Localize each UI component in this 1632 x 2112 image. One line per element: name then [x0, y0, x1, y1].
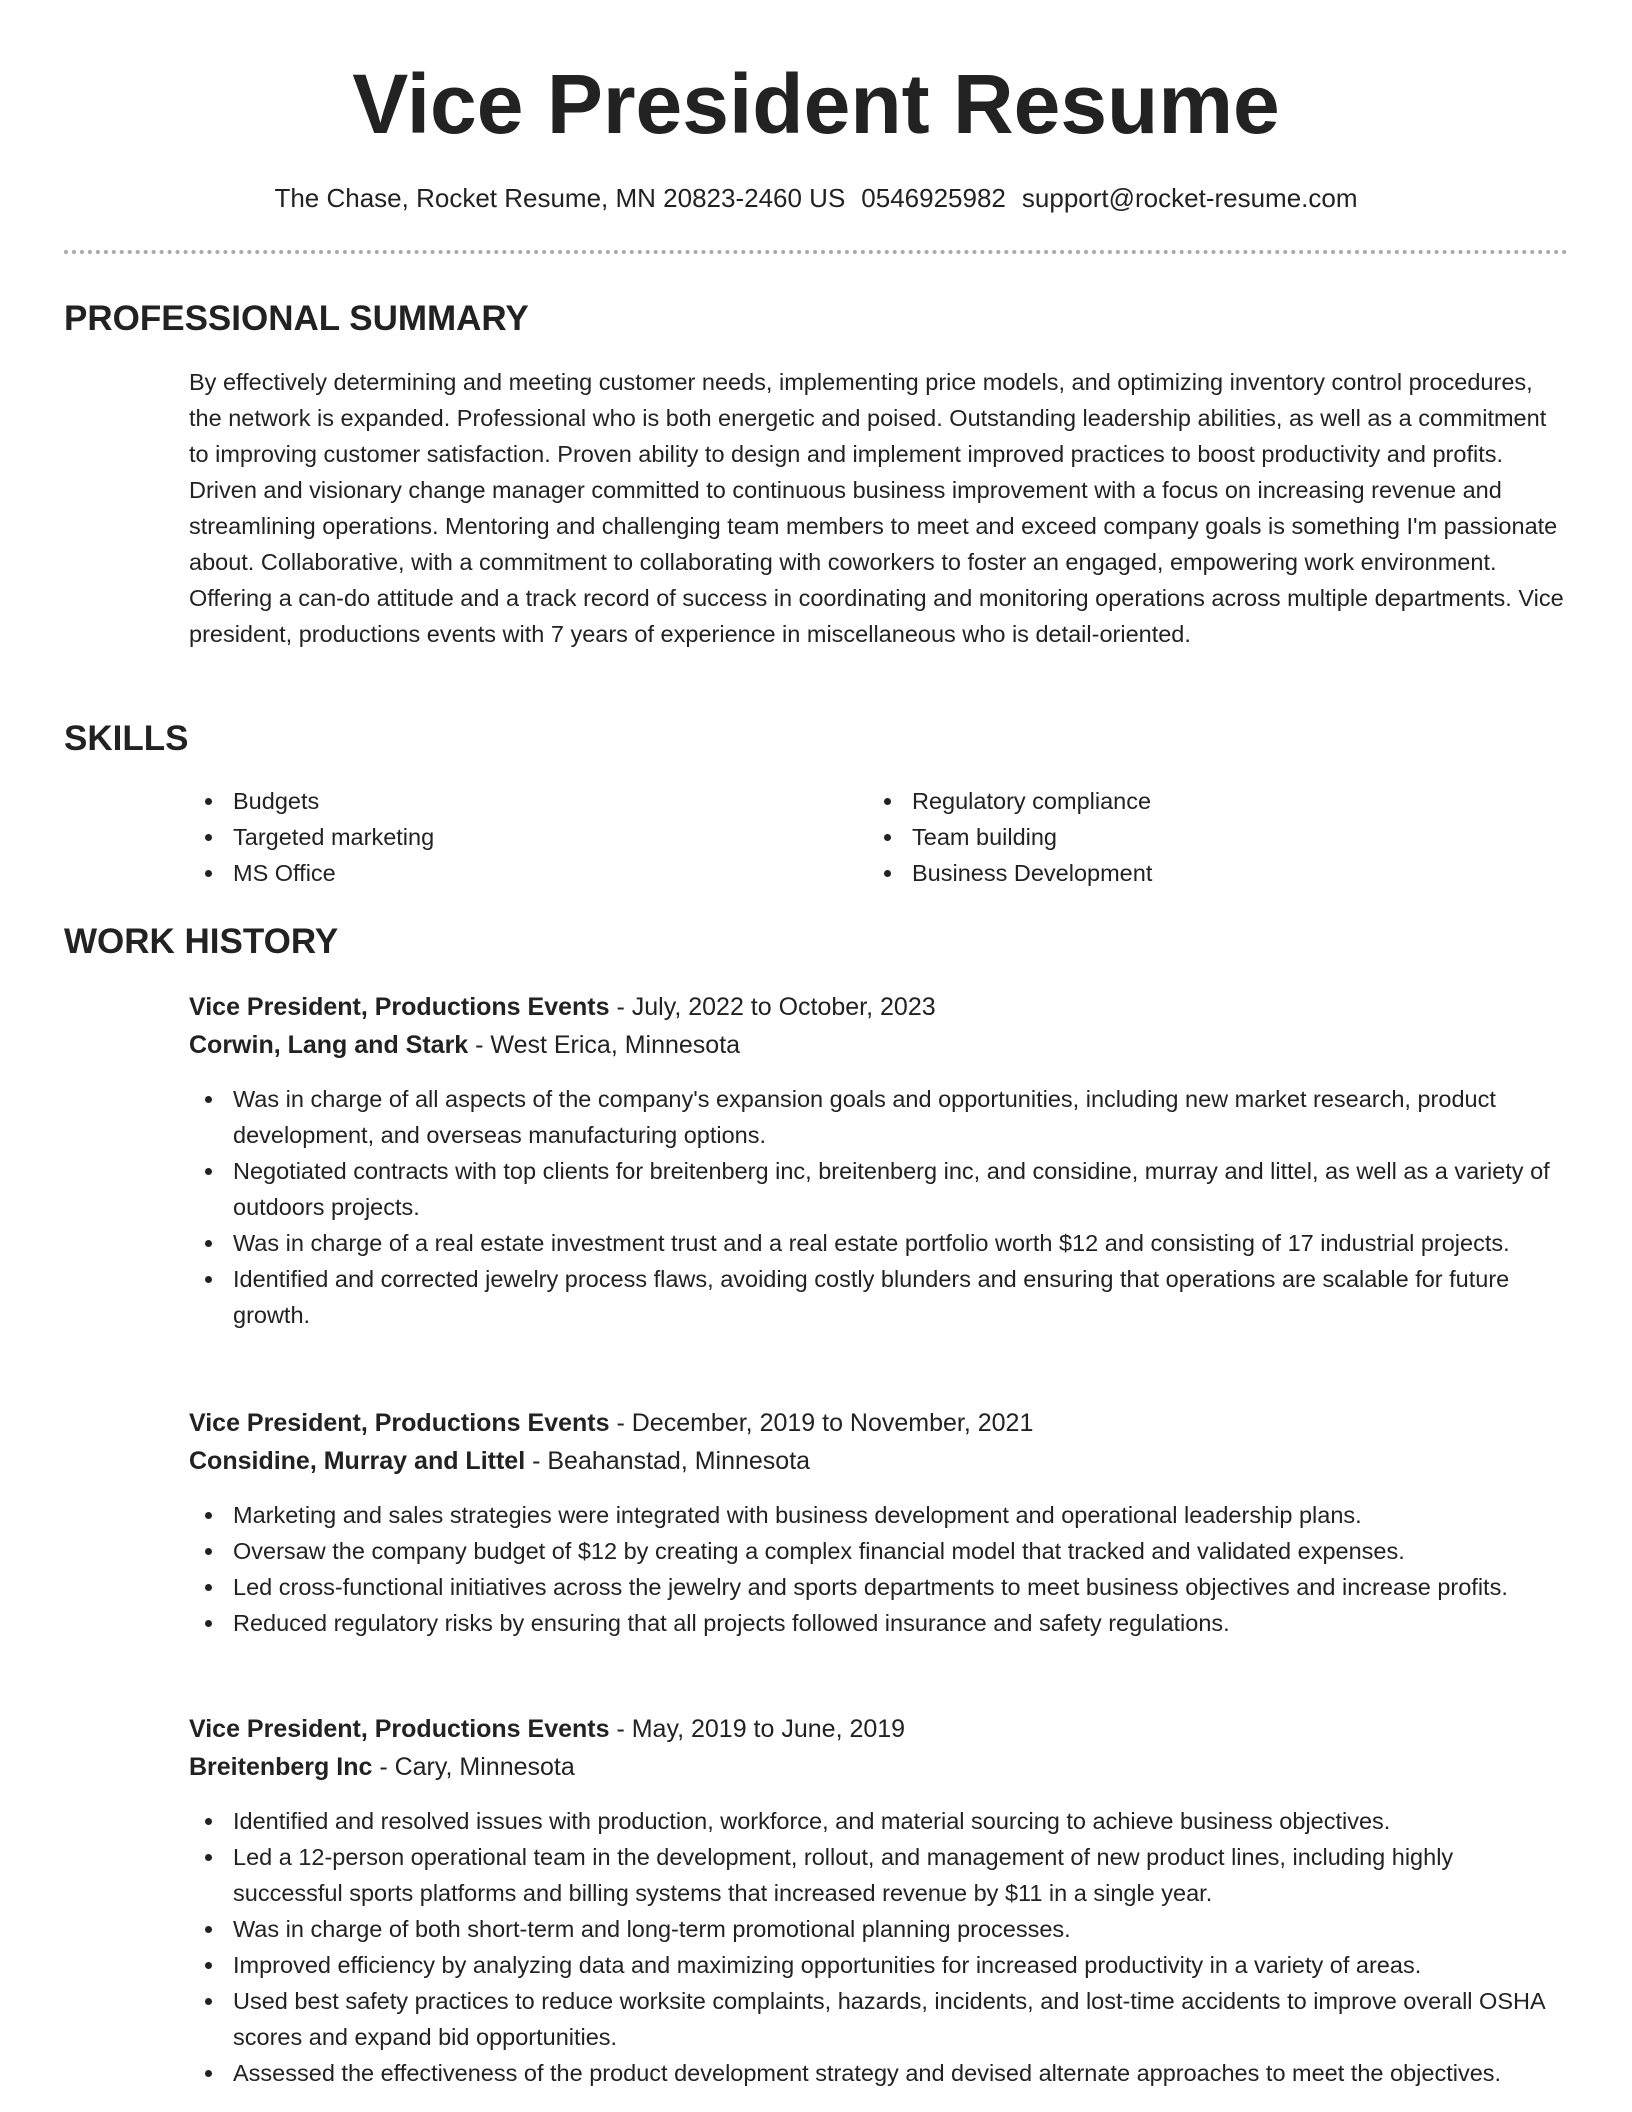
- skills-heading: SKILLS: [64, 719, 189, 758]
- job-bullet: Oversaw the company budget of $12 by creating a complex financial model that tracked and validated expenses.: [189, 1533, 1569, 1569]
- skills-list-right: [868, 783, 1508, 891]
- job-bullet: Improved efficiency by analyzing data and maximizing opportunities for increased productivity in a variety of areas.: [189, 1947, 1569, 1983]
- skills-list-left: [189, 783, 829, 891]
- job-bullet: Led a 12-person operational team in the development, rollout, and management of new product lines, including highly successful sports platforms and billing systems that increased revenue by $11 in a single year.: [189, 1839, 1569, 1911]
- job-dates: - May, 2019 to June, 2019: [609, 1715, 906, 1743]
- job-bullet: Led cross-functional initiatives across the jewelry and sports departments to meet business objectives and increase profits.: [189, 1569, 1569, 1605]
- job-role: Vice President, Productions Events: [189, 1409, 610, 1437]
- job-bullet: Used best safety practices to reduce worksite complaints, hazards, incidents, and lost-time accidents to improve overall OSHA scores and expand bid opportunities.: [189, 1983, 1569, 2055]
- contact-address: The Chase, Rocket Resume, MN 20823-2460 US: [274, 183, 846, 213]
- job-bullets: [189, 1081, 1569, 1333]
- job-location: - West Erica, Minnesota: [468, 1031, 741, 1059]
- job-dates: - July, 2022 to October, 2023: [609, 993, 936, 1021]
- job-bullets: [189, 1803, 1569, 2091]
- job-role: Vice President, Productions Events: [189, 993, 610, 1021]
- skill-item: Team building: [868, 819, 1508, 855]
- job-bullets: [189, 1497, 1569, 1641]
- job-title-line: [189, 1404, 1569, 1442]
- job-location: - Beahanstad, Minnesota: [525, 1447, 811, 1475]
- job-company-line: [189, 1442, 1569, 1480]
- contact-phone: 0546925982: [861, 183, 1006, 213]
- job-bullet: Was in charge of a real estate investment trust and a real estate portfolio worth $12 and consisting of 17 industrial projects.: [189, 1225, 1569, 1261]
- job-bullet: Identified and resolved issues with production, workforce, and material sourcing to achieve business objectives.: [189, 1803, 1569, 1839]
- job-bullet: Was in charge of both short-term and long-term promotional planning processes.: [189, 1911, 1569, 1947]
- job-company: Considine, Murray and Littel: [189, 1447, 526, 1475]
- contact-line: [0, 178, 1632, 218]
- skill-item: Regulatory compliance: [868, 783, 1508, 819]
- job-bullet: Reduced regulatory risks by ensuring that all projects followed insurance and safety regulations.: [189, 1605, 1569, 1641]
- resume-title: Vice President Resume: [352, 57, 1280, 151]
- skill-item: Business Development: [868, 855, 1508, 891]
- job-bullet: Was in charge of all aspects of the company's expansion goals and opportunities, including new market research, product development, and overseas manufacturing options.: [189, 1081, 1569, 1153]
- job-dates: - December, 2019 to November, 2021: [609, 1409, 1034, 1437]
- job-company-line: [189, 1748, 1569, 1786]
- summary-text: By effectively determining and meeting customer needs, implementing price models, and optimizing inventory control procedures, the network is expanded. Professional who is both energetic and poised. Outstanding leadership abilities, as well as a commitment to improving customer satisfaction. Proven ability to design and implement improved practices to boost productivity and profits. Driven and visionary change manager committed to continuous business improvement with a focus on increasing revenue and streamlining operations. Mentoring and challenging team members to meet and exceed company goals is something I'm passionate about. Collaborative, with a commitment to collaborating with coworkers to foster an engaged, empowering work environment. Offering a can-do attitude and a track record of success in coordinating and monitoring operations across multiple departments. Vice president, productions events with 7 years of experience in miscellaneous who is detail-oriented.: [189, 369, 1564, 647]
- skill-item: Budgets: [189, 783, 829, 819]
- job-bullet: Assessed the effectiveness of the product development strategy and devised alternate approaches to meet the objectives.: [189, 2055, 1569, 2091]
- work-heading: WORK HISTORY: [64, 922, 339, 961]
- job-bullet: Marketing and sales strategies were integrated with business development and operational leadership plans.: [189, 1497, 1569, 1533]
- job-company-line: [189, 1026, 1569, 1064]
- header-divider: [64, 250, 1568, 254]
- job-role: Vice President, Productions Events: [189, 1715, 610, 1743]
- job-bullet: Negotiated contracts with top clients for breitenberg inc, breitenberg inc, and considine, murray and littel, as well as a variety of outdoors projects.: [189, 1153, 1569, 1225]
- job-title-line: [189, 988, 1569, 1026]
- job-location: - Cary, Minnesota: [372, 1753, 575, 1781]
- job-title-line: [189, 1710, 1569, 1748]
- job-company: Breitenberg Inc: [189, 1753, 373, 1781]
- job-bullet: Identified and corrected jewelry process flaws, avoiding costly blunders and ensuring that operations are scalable for future growth.: [189, 1261, 1569, 1333]
- skill-item: MS Office: [189, 855, 829, 891]
- job-company: Corwin, Lang and Stark: [189, 1031, 469, 1059]
- summary-heading: PROFESSIONAL SUMMARY: [64, 299, 529, 338]
- contact-email: support@rocket-resume.com: [1021, 183, 1358, 213]
- skill-item: Targeted marketing: [189, 819, 829, 855]
